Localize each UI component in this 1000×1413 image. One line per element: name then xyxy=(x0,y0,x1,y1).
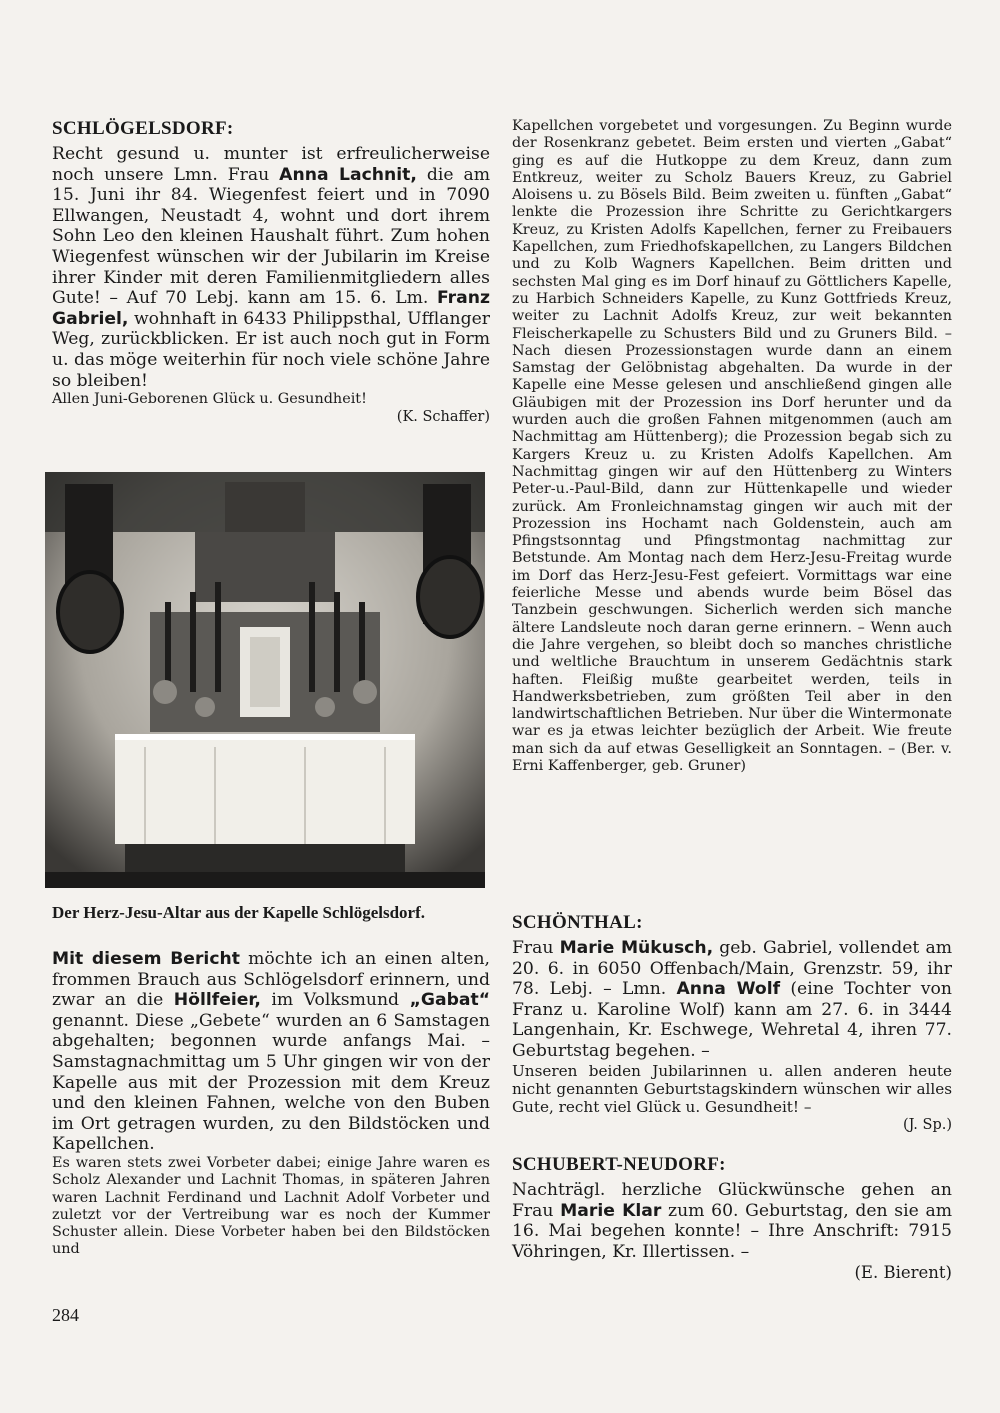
page-number: 284 xyxy=(52,1305,79,1325)
term-hoellfeier: Höllfeier, xyxy=(173,990,261,1011)
name-anna-wolf: Anna Wolf xyxy=(676,979,781,1000)
signature-j-sp: (J. Sp.) xyxy=(902,1117,952,1134)
bericht-lead: Mit diesem Bericht xyxy=(52,949,240,969)
heading-schoenthal: SCHÖNTHAL: xyxy=(512,912,643,933)
term-gabat: „Gabat“ xyxy=(409,990,490,1011)
section-schoenthal xyxy=(512,912,952,1133)
caption-text: Der Herz-Jesu-Altar aus der Kapelle Schlögelsdorf. xyxy=(52,903,426,922)
altar-photo-illustration xyxy=(45,472,485,888)
bericht-paragraph-2: Es waren stets zwei Vorbeter dabei; einige Jahre waren es Scholz Alexander und Lachnit Thomas, in späteren Jahren waren Lachnit Ferdinand und Lachnit Adolf Vorbeter und zuletzt vor der Vertreibung war es noch der Kummer Schuster allein. Diese Vorbeter haben bei den Bildstöcken und xyxy=(52,1154,490,1258)
photo-caption xyxy=(52,902,490,923)
name-marie-muekusch: Marie Mükusch, xyxy=(559,938,714,958)
schoenthal-greeting: Unseren beiden Jubilarinnen u. allen anderen heute nicht genannten Geburtstagskindern wünschen wir alles Gute, recht viel Glück u. Gesundheit! – xyxy=(512,1061,952,1116)
text-run: (eine Tochter von Franz u. Karoline Wolf) kann am 27. 6. in 3444 Langenhain, Kr. Eschwege, Wehretal 4, ihren 77. Geburtstag begehen. – xyxy=(512,979,952,1061)
signature-bierent: (E. Bierent) xyxy=(854,1263,952,1283)
text-run: zum 60. Geburtstag, den sie am 16. Mai begehen konnte! – Ihre Anschrift: 7915 Vöhringen, Kr. Illertissen. – xyxy=(512,1200,952,1262)
section-bericht-continuation xyxy=(512,118,952,775)
section-bericht xyxy=(52,949,490,1259)
text-run: geb. Gabriel, vollendet am 20. 6. in 6050 Offenbach/Main, Grenzstr. 59, ihr 78. Lebj. – Lmn. xyxy=(512,938,952,1000)
text-run: Recht gesund u. munter ist erfreulicherweise noch unsere Lmn. Frau xyxy=(52,144,490,185)
name-franz-gabriel: Franz Gabriel, xyxy=(52,288,490,329)
text-run: Nachträgl. herzliche Glückwünsche gehen an Frau xyxy=(512,1180,952,1221)
name-anna-lachnit: Anna Lachnit, xyxy=(279,164,417,185)
signature-schaffer: (K. Schaffer) xyxy=(396,409,490,426)
text-run: wohnhaft in 6433 Philippsthal, Ufflanger Weg, zurückblicken. Er ist auch noch gut in Form u. das möge weiterhin für noch viele schöne Jahre so bleiben! xyxy=(52,308,490,391)
heading-schloegelsdorf: SCHLÖGELSDORF: xyxy=(52,118,234,139)
schloegelsdorf-greeting: Allen Juni-Geborenen Glück u. Gesundheit! xyxy=(52,391,367,408)
schubert-paragraph xyxy=(512,1180,952,1262)
heading-schubert-neudorf: SCHUBERT-NEUDORF: xyxy=(512,1154,726,1175)
altar-photo xyxy=(45,472,485,888)
schloegelsdorf-paragraph xyxy=(52,144,490,391)
schoenthal-paragraph xyxy=(512,938,952,1062)
bericht-paragraph xyxy=(52,949,490,1155)
text-run: möchte ich an einen alten, frommen Brauch aus Schlögelsdorf erinnern, und zwar an die xyxy=(52,949,490,1011)
section-schubert-neudorf xyxy=(512,1154,952,1282)
text-run: Frau xyxy=(512,938,560,958)
text-run: im Volksmund xyxy=(260,990,410,1011)
text-run: die am 15. Juni ihr 84. Wiegenfest feiert und in 7090 Ellwangen, Neustadt 4, wohnt und dort ihrem Sohn Leo den kleinen Haushalt führt. Zum hohen Wiegenfest wünschen wir der Jubilarin im Kreise ihrer Kinder mit deren Familienmitgliedern alles Gute! – Auf 70 Lebj. kann am 15. 6. Lm. xyxy=(52,164,491,309)
continuation-text: Kapellchen vorgebetet und vorgesungen. Zu Beginn wurde der Rosenkranz gebetet. Beim ersten und vierten „Gabat“ ging es auf die Hutkoppe zu dem Kreuz, dann zum Entkreuz, weiter zu Scholz Bauers Kreuz, zu Gabriel Aloisens u. zu Bösels Bild. Beim zweiten u. fünften „Gabat“ lenkte die Prozession ihre Schritte zu Gerichtkargers Kreuz, zu Kristen Adolfs Kapellchen, ferner zu Freibauers Kapellchen, zum Friedhofskapellchen, zu Langers Bildchen und zu Kolb Wagners Kapellchen. Beim dritten und sechsten Mal ging es im Dorf hinauf zu Göttlichers Kapelle, zu Harbich Schneiders Kapelle, zu Kunz Gottfrieds Kreuz, weiter zu Lachnit Adolfs Kreuz, zur weit bekannten Fleischerkapelle zu Schusters Bild und zu Gruners Bild. – Nach diesen Prozessionstagen wurde dann an einem Samstag der Gelöbnistag abgehalten. Da wurde in der Kapelle eine Messe gelesen und anschließend gingen alle Gläubigen mit der Prozession ins Dorf herunter und da wurden auch die großen Fahnen mitgenommen (auch am Nachmittag am Hüttenberg); die Prozession begab sich zu Kargers Kreuz u. zu Kristen Adolfs Kapellchen. Am Nachmittag gingen wir auf den Hüttenberg zu Winters Peter-u.-Paul-Bild, dann zur Hüttenkapelle und wieder zurück. Am Fronleichnamstag gingen wir auch mit der Prozession ins Hochamt nach Goldenstein, auch am Pfingstsonntag und Pfingstmontag nachmittag zur Betstunde. Am Montag nach dem Herz-Jesu-Freitag wurde im Dorf das Herz-Jesu-Fest gefeiert. Vormittags war eine feierliche Messe und abends wurde beim Bösel das Tanzbein geschwungen. Sicherlich werden sich manche ältere Landsleute noch daran gerne erinnern. – Wenn auch die Jahre vergehen, so bleibt doch so manches christliche und weltliche Brauchtum in unserem Gedächtnis stark haften. Fleißig mußte gearbeitet werden, teils in Handwerksbetrieben, zum größten Teil aber in den landwirtschaftlichen Betrieben. Nur über die Wintermonate war es ja etwas leichter bezüglich der Arbeit. Wie freute man sich da auf etwas Geselligkeit an Sonntagen. – (Ber. v. Erni Kaffenberger, geb. Gruner) xyxy=(512,118,952,774)
section-schloegelsdorf xyxy=(52,118,490,425)
text-run: genannt. Diese „Gebete“ wurden an 6 Samstagen abgehalten; begonnen wurde anfangs Mai. – Samstagnachmittag um 5 Uhr gingen wir von der Kapelle aus mit der Prozession mit dem Kreuz und den kleinen Fahnen, welche von den Buben im Ort getragen wurden, zu den Bildstöcken und Kapellchen. xyxy=(52,1010,490,1155)
name-marie-klar: Marie Klar xyxy=(560,1200,662,1221)
